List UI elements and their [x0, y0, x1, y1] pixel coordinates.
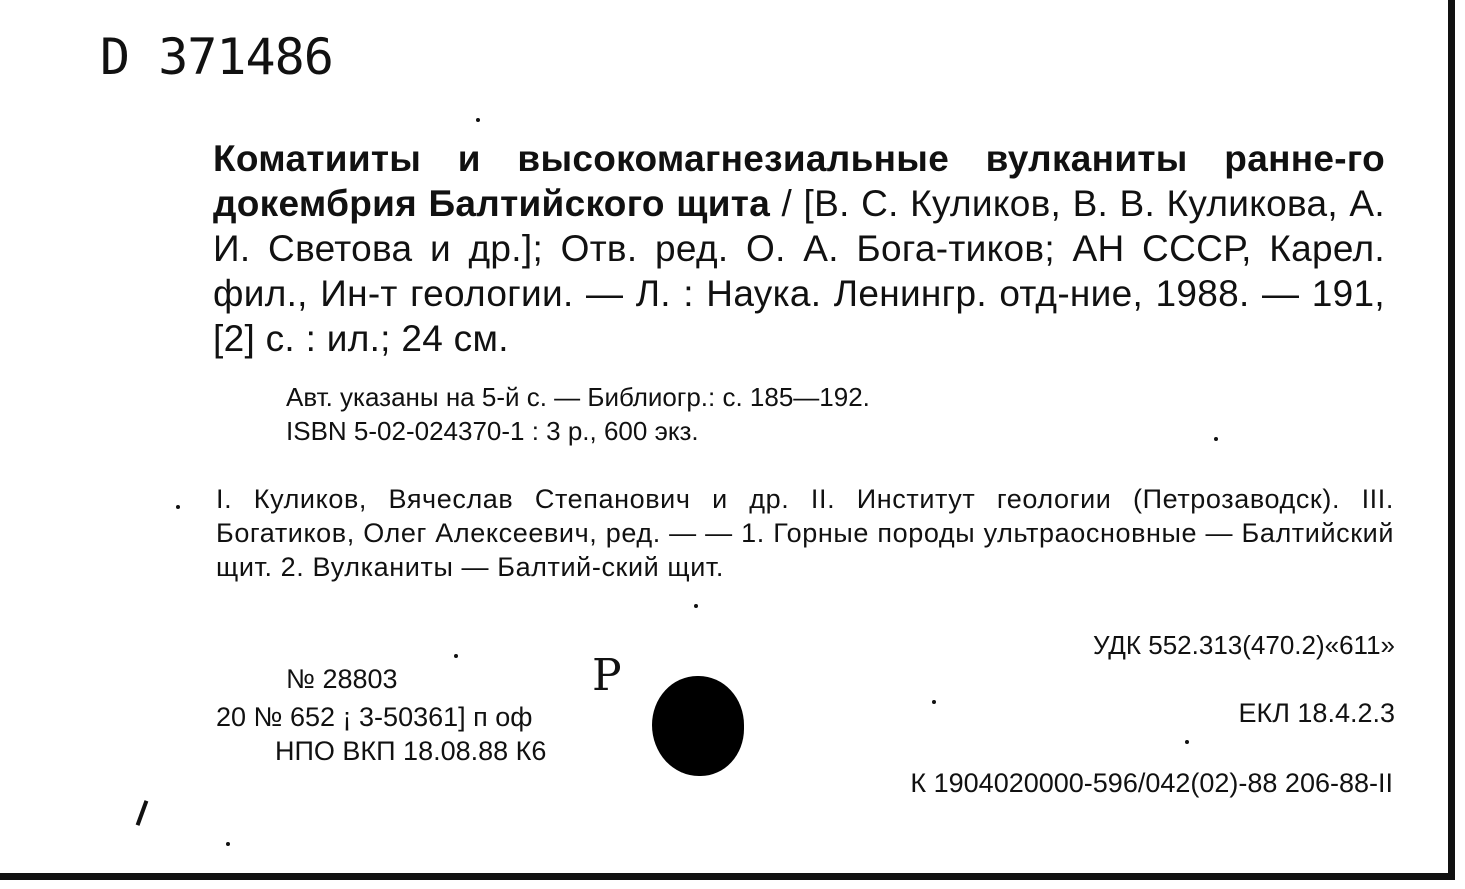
k-code: К 1904020000-596/042(02)-88 206-88-II: [910, 768, 1393, 798]
speck: [226, 842, 230, 846]
print-info-line-1: 20 № 652 ¡ 3-50361] п оф: [216, 702, 533, 732]
ink-blot: [652, 676, 744, 776]
shelfmark: D 371486: [100, 28, 333, 86]
speck: [932, 700, 936, 704]
speck: [476, 118, 480, 122]
title-bold: Коматииты и высокомагнезиальные вулканиты ранне-го докембрия Балтийского щита: [213, 138, 1385, 224]
bibliographic-description: [213, 136, 1385, 361]
tracings: I. Куликов, Вячеслав Степанович и др. II. Институт геологии (Петрозаводск). III. Богатиков, Олег Алексеевич, ред. — — 1. Горные породы ультраосновные — Балтийский щит. 2. Вулканиты — Балтий-ский щит.: [216, 484, 1394, 582]
title-responsibility: / [В. С. Куликов, В. В. Куликова, А. И. Светова и др.]; Отв. ред. О. А. Бога-тиков; АН СССР, Карел. фил., Ин-т геологии. — Л. : Наука. Ленингр. отд-ние, 1988. — 191, [2] с. : ил.; 24 см.: [213, 183, 1385, 359]
note-isbn: ISBN 5-02-024370-1 : 3 р., 600 экз.: [286, 416, 699, 446]
accession-number: № 28803: [286, 664, 398, 694]
note-authors: Авт. указаны на 5-й с. — Библиогр.: с. 185—192.: [286, 382, 870, 412]
udk-code: УДК 552.313(470.2)«611»: [1092, 630, 1395, 660]
ekl-code: ЕКЛ 18.4.2.3: [1238, 698, 1395, 728]
handwritten-mark: Р: [592, 650, 622, 701]
speck: [694, 604, 698, 608]
print-info-line-2: НПО ВКП 18.08.88 К6: [275, 736, 547, 766]
speck: [1185, 740, 1189, 744]
notes: [286, 380, 870, 448]
speck: [454, 654, 458, 658]
speck: [1214, 437, 1218, 441]
speck: [176, 505, 180, 509]
